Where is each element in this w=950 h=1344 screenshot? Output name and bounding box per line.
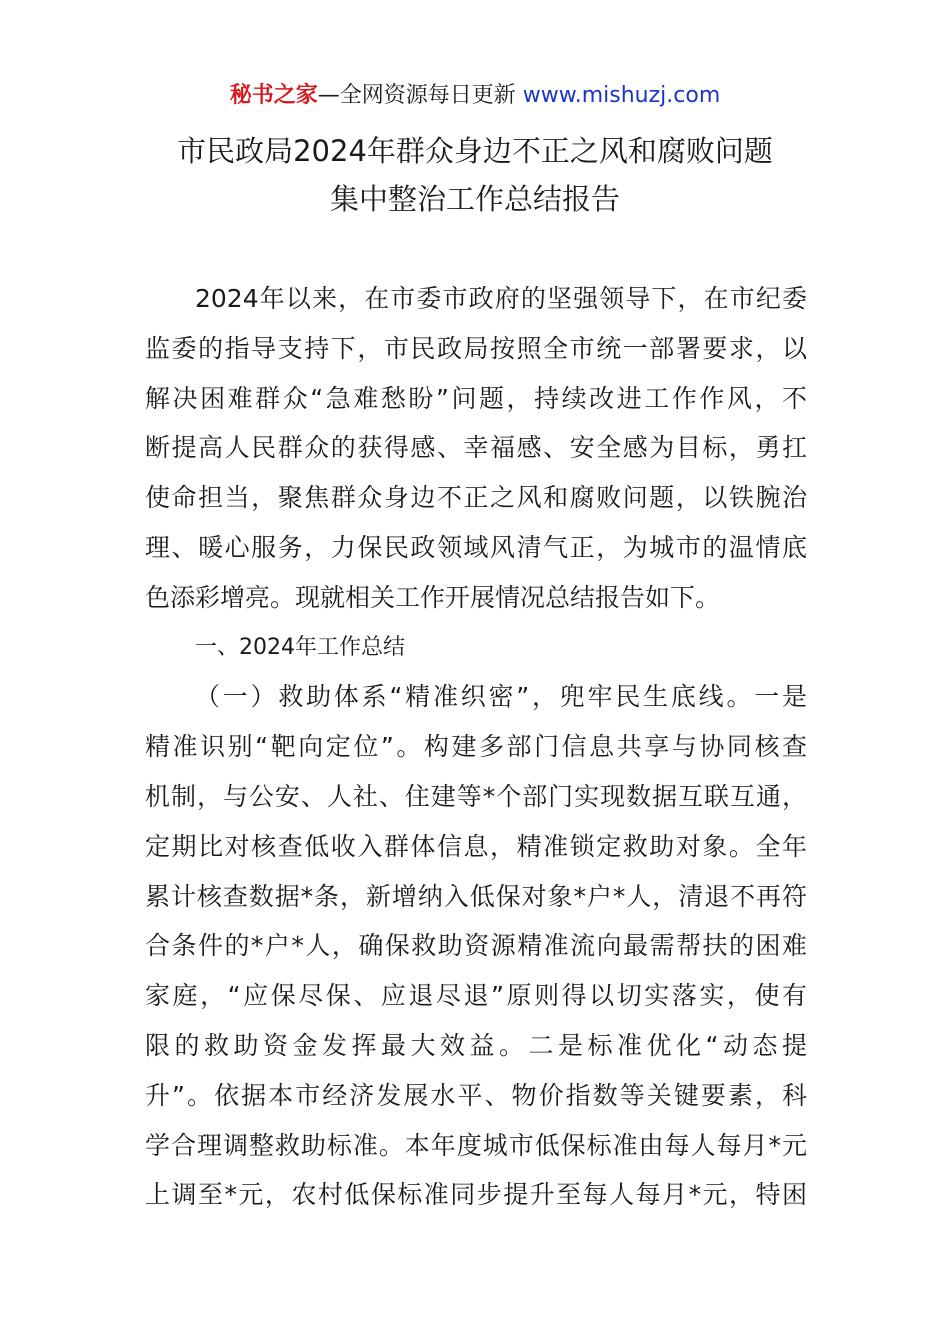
body-line: 2024年以来，在市委市政府的坚强领导下，在市纪委 (195, 284, 807, 313)
title-line-2: 集中整治工作总结报告 (329, 182, 620, 216)
site-header (0, 80, 950, 112)
body-line: （一）救助体系“精准织密”，兜牢民生底线。一是 (195, 682, 807, 712)
site-url[interactable]: www.mishuzj.com (522, 83, 721, 108)
document-title (0, 127, 950, 223)
body-line: 定期比对核查低收入群体信息，精准锁定救助对象。全年 (145, 831, 807, 861)
body-line: 使命担当，聚焦群众身边不正之风和腐败问题，以铁腕治 (145, 483, 807, 513)
body-line: 学合理调整救助标准。本年度城市低保标准由每人每月*元 (145, 1130, 807, 1160)
body-line: 监委的指导支持下，市民政局按照全市统一部署要求，以 (145, 333, 807, 363)
body-line: 解决困难群众“急难愁盼”问题，持续改进工作作风，不 (145, 383, 807, 413)
document-body (145, 274, 807, 1220)
body-line: 色添彩增亮。现就相关工作开展情况总结报告如下。 (145, 582, 721, 612)
body-line: 断提高人民群众的获得感、幸福感、安全感为目标，勇扛 (145, 433, 807, 463)
body-line: 上调至*元，农村低保标准同步提升至每人每月*元，特困 (145, 1180, 807, 1210)
body-line: 累计核查数据*条，新增纳入低保对象*户*人，清退不再符 (145, 881, 807, 911)
body-line: 理、暖心服务，力保民政领域风清气正，为城市的温情底 (145, 532, 807, 562)
section-heading: 一、2024年工作总结 (195, 634, 405, 660)
body-line: 精准识别“靶向定位”。构建多部门信息共享与协同核查 (145, 732, 807, 762)
brand-name: 秘书之家 (229, 83, 318, 108)
body-line: 限的救助资金发挥最大效益。二是标准优化“动态提 (145, 1030, 807, 1060)
header-tagline: —全网资源每日更新 (317, 83, 523, 108)
body-line: 家庭，“应保尽保、应退尽退”原则得以切实落实，使有 (145, 981, 807, 1011)
body-line: 机制，与公安、人社、住建等*个部门实现数据互联互通， (145, 781, 807, 811)
title-line-1: 市民政局2024年群众身边不正之风和腐败问题 (177, 134, 773, 168)
body-line: 升”。依据本市经济发展水平、物价指数等关键要素，科 (145, 1080, 807, 1110)
body-line: 合条件的*户*人，确保救助资源精准流向最需帮扶的困难 (145, 931, 807, 961)
